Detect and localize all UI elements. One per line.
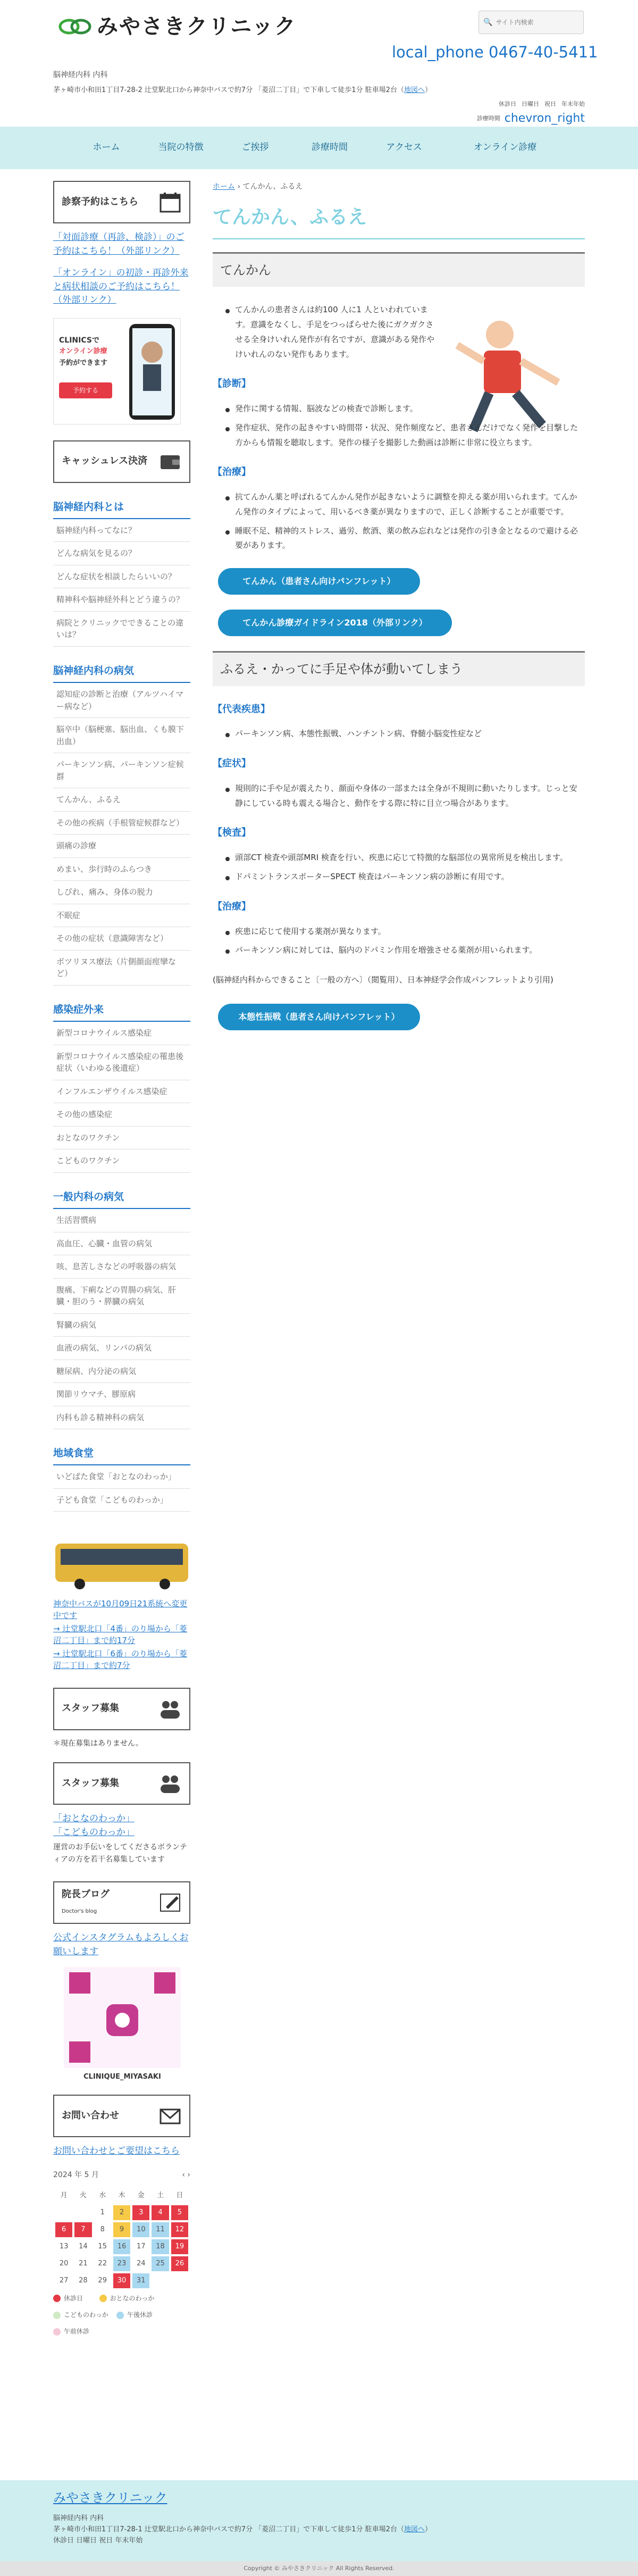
hours-row: 休診日 日曜日 祝日 年末年始 [499,101,585,107]
sidebar-section-title: 地域食堂 [53,1445,190,1465]
wakka-kids-link[interactable]: 「こどものわっか」 [53,1827,135,1838]
cashless-button[interactable]: キャッシュレス決済 [53,440,190,483]
subheading: 【治療】 [213,466,251,478]
list-item: 発作症状、発作の起きやすい時間帯・状況、発作頻度など、患者さんだけでなく発作を目撃した方からも情報を聴取します。発作の様子を撮影した動画は診断に非常に役立ちます。 [223,421,585,451]
sidebar-item[interactable]: しびれ、痛み、身体の脱力 [53,881,190,904]
sidebar-item[interactable]: 脳卒中（脳梗塞、脳出血、くも膜下出血） [53,718,190,753]
phone-illustration-icon [128,323,176,421]
sidebar-item[interactable]: 認知症の診断と治療（アルツハイマー病など） [53,683,190,718]
nav-greeting[interactable]: ご挨拶 [241,142,269,153]
sidebar-item[interactable]: どんな症状を相談したらいいの？ [53,565,190,589]
bus-link[interactable]: → 辻堂駅北口「6番」のり場から「菱沼二丁目」まで約7分 [53,1648,187,1671]
sidebar-item[interactable]: てんかん、ふるえ [53,788,190,812]
sidebar-section-infection [53,1002,190,1173]
mail-icon [158,2104,182,2128]
contact-link[interactable]: お問い合わせとご要望はこちら [53,2146,180,2157]
citation-note: (脳神経内科からできること〔一般の方へ〕（閲覧用）、日本神経学会作成パンフレットより引用) [213,975,553,985]
reserve-in-person-link[interactable]: 「対面診療（再診、検診）」のご予約はこちら！（外部リンク） [53,232,184,256]
main-content [213,181,585,1045]
sidebar-section-title: 感染症外来 [53,1002,190,1022]
sidebar-section-neurology [53,499,190,647]
sidebar-item[interactable]: どんな病気を見るの？ [53,542,190,565]
list-item: 睡眠不足、精神的ストレス、過労、飲酒、薬の飲み忘れなどは発作の引き金となるので避ける必要があります。 [223,524,585,554]
clinics-promo-banner[interactable]: CLINICSで オンライン診療 予約ができます 予約する [53,318,181,424]
staff-note: ＊現在募集はありません。 [53,1739,143,1748]
wakka-adult-link[interactable]: 「おとなのわっか」 [53,1813,135,1824]
sidebar-item[interactable]: 子ども食堂「こどものわっか」 [53,1489,190,1512]
list-item: パーキンソン病、本態性振戦、ハンチントン病、脊髄小脳変性症など [223,727,585,741]
subheading: 【治療】 [213,901,251,912]
footer-map-link[interactable]: 地図へ [404,2525,425,2534]
sidebar-item[interactable]: 新型コロナウイルス感染症 [53,1022,190,1045]
copyright: Copyright © みやさきクリニック All Rights Reserved. [0,2561,638,2576]
epilepsy-section [213,303,585,651]
search-box[interactable] [478,11,584,34]
logo[interactable] [58,10,297,44]
list-item: 頭部CT 検査や頭部MRI 検査を行い、疾患に応じて特徴的な脳部位の異常所見を検出します。 [223,851,585,865]
phone-number: 0467-40-5411 [489,43,598,61]
subheading: 【検査】 [213,827,251,839]
search-icon: 🔍 [483,18,493,27]
people-icon [158,1697,182,1721]
list-item: 発作に関する情報、脳波などの検査で診断します。 [223,402,436,416]
sidebar-item[interactable]: めまい、歩行時のふらつき [53,858,190,881]
site-footer [0,2480,638,2561]
sidebar-item[interactable]: 生活習慣病 [53,1209,190,1232]
sidebar-section-title: 脳神経内科とは [53,499,190,519]
epilepsy-pamphlet-button[interactable]: てんかん（患者さん向けパンフレット） [218,568,420,595]
staff-recruit-button[interactable]: スタッフ募集 [53,1688,190,1730]
calendar-header: 2024 年 5 月 ‹ › [53,2170,190,2179]
sidebar-item[interactable]: 新型コロナウイルス感染症の罹患後症状（いわゆる後遺症） [53,1045,190,1080]
volunteer-recruit-button[interactable]: スタッフ募集 [53,1762,190,1805]
calendar-prev-icon[interactable]: ‹ [182,2170,185,2179]
list-item: パーキンソン病に対しては、脳内のドパミン作用を増強させる薬剤が用いられます。 [223,943,585,958]
qr-code-icon [64,1967,181,2068]
list-item: 規則的に手や足が震えたり、顔面や身体の一部または全身が不規則に動いたりします。じっと安静にしている時も震える場合と、動作をする際に特に目立つ場合があります。 [223,781,585,811]
bus-link[interactable]: → 辻堂駅北口「4番」のり場から「菱沼二丁目」まで約17分 [53,1623,187,1646]
sidebar-item[interactable]: 頭痛の診療 [53,835,190,858]
sidebar-item[interactable]: 腹痛、下痢などの胃腸の病気、肝臓・胆のう・膵臓の病気 [53,1279,190,1314]
sidebar-item[interactable]: パーキンソン病、パーキンソン症候群 [53,753,190,788]
people-icon [158,1772,182,1795]
sidebar-section-title: 一般内科の病気 [53,1189,190,1209]
sidebar-item[interactable]: 腎臓の病気 [53,1314,190,1337]
logo-mark-icon [58,10,91,43]
subheading: 【代表疾患】 [213,703,270,715]
sidebar-item[interactable]: その他の症状（意識障害など） [53,927,190,951]
sidebar-item[interactable]: 高血圧、心臓・血管の病気 [53,1232,190,1256]
nav-home[interactable]: ホーム [93,142,120,153]
page-title: てんかん、ふるえ [213,202,585,239]
section-heading: ふるえ・かってに手足や体が動いてしまう [213,651,585,686]
sidebar-item[interactable]: 不眠症 [53,904,190,928]
sidebar-item[interactable]: インフルエンザウイルス感染症 [53,1080,190,1104]
sidebar-item[interactable]: 精神科や脳神経外科とどう違うの？ [53,588,190,612]
sidebar-item[interactable]: 脳神経内科ってなに？ [53,519,190,543]
wallet-icon [158,450,182,473]
sidebar-item[interactable]: ボツリヌス療法（片側顔面痙攣など） [53,951,190,986]
nav-hours[interactable]: 診療時間 [312,142,348,153]
hours-link[interactable]: 診療時間 chevron_right [477,109,585,128]
nav-online[interactable]: オンライン診療 [473,142,537,153]
list-item: 疾患に応じて使用する薬剤が異なります。 [223,924,585,939]
site-header [0,0,638,127]
sidebar-section-internal [53,1189,190,1429]
sidebar-item[interactable]: 関節リウマチ、膠原病 [53,1383,190,1406]
nav-access[interactable]: アクセス [386,142,422,153]
breadcrumb-home[interactable]: ホーム [213,182,235,191]
map-link[interactable]: 地図へ [404,86,425,94]
epilepsy-guideline-button[interactable]: てんかん診療ガイドライン2018（外部リンク） [218,610,452,636]
calendar-icon [158,190,182,214]
footer-title[interactable]: みやさきクリニック [53,2490,167,2505]
sidebar-item[interactable]: 病院とクリニックでできることの違いは？ [53,612,190,647]
footer-hours: 休診日 日曜日 祝日 年末年始 [53,2536,143,2545]
sidebar-item[interactable]: 糖尿病、内分泌の病気 [53,1360,190,1383]
subheading: 【症状】 [213,758,251,770]
sidebar [53,181,190,2340]
calendar-legend: 休診日 おとなのわっか こどものわっか 午後休診 午前休診 [53,2290,190,2340]
list-item: てんかんの患者さんは約100 人に1 人といわれています。意識をなくし、手足をつっぱらせた後にガクガクさせる全身けいれん発作が有名ですが、意識がある発作やけいれんのない発作もあります。 [223,303,436,362]
phone[interactable] [392,40,598,64]
sidebar-item[interactable]: おとなのワクチン [53,1127,190,1150]
footer-address: 茅ヶ崎市小和田1丁目7-28-1 辻堂駅北口から神奈中バスで約7分 「菱沼二丁目」で下車して徒歩1分 駐車場2台（地図へ） [53,2525,432,2534]
sidebar-section-title: 脳神経内科の病気 [53,663,190,683]
chevron-right-icon: chevron_right [504,112,585,125]
subheading: 【診断】 [213,378,251,390]
calendar-next-icon[interactable]: › [187,2170,190,2179]
bus-link[interactable]: 神奈中バスが10月09日21系統へ変更中です [53,1598,188,1621]
calendar: 月 火 水 木 金 土 日 1 2 3 4 5 6 7 8 9 10 11 12 13 14 15 16 17 18 19 20 21 22 23 24 25 26 27 28 29 30 31 [53,2186,190,2290]
contact-button[interactable]: お問い合わせ [53,2095,190,2137]
sidebar-item[interactable]: 内科も診る精神科の病気 [53,1406,190,1430]
reserve-button[interactable]: 診察予約はこちら [53,181,190,223]
volunteer-note: 運営のお手伝いをしてくださるボランティアの方を若干名募集しています [53,1843,187,1864]
tremor-pamphlet-button[interactable]: 本態性振戦（患者さん向けパンフレット） [218,1004,420,1030]
sidebar-item[interactable]: 血液の病気、リンパの病気 [53,1337,190,1360]
sidebar-item[interactable]: 咳、息苦しさなどの呼吸器の病気 [53,1255,190,1279]
phone-icon: local_phone [392,43,484,61]
instagram-link[interactable]: 公式インスタグラムもよろしくお願いします [53,1932,189,1957]
pencil-icon [158,1891,182,1914]
promo-reserve-button[interactable]: 予約する [59,382,112,398]
nav-features[interactable]: 当院の特徴 [158,142,204,153]
list-item: ドパミントランスポーターSPECT 検査はパーキンソン病の診断に有用です。 [223,870,585,885]
list-item: 抗てんかん薬と呼ばれるてんかん発作が起きないように調整を抑える薬が用いられます。てんかん発作のタイプによって、用いるべき薬が異なりますので、正しく診断することが重要です。 [223,490,585,520]
reserve-online-link[interactable]: 「オンライン」の初診・再診外来と病状相談のご予約はこちら！（外部リンク） [53,268,189,305]
sidebar-item[interactable]: その他の感染症 [53,1103,190,1127]
blog-button[interactable]: 院長ブログ Doctor's blog [53,1881,190,1924]
search-input[interactable] [496,19,575,26]
header-address: 茅ヶ崎市小和田1丁目7-28-2 辻堂駅北口から神奈中バスで約7分 「菱沼二丁目」で下車して徒歩1分 駐車場2台（地図へ） [53,86,432,94]
sidebar-section-community [53,1445,190,1512]
sidebar-item[interactable]: いどばた食堂「おとなのわっか」 [53,1465,190,1489]
instagram-qr[interactable]: CLINIQUE_MIYASAKI [64,1967,181,2084]
sidebar-item[interactable]: こどものワクチン [53,1149,190,1173]
sidebar-section-diseases [53,663,190,986]
breadcrumb: ホーム › てんかん、ふるえ [213,182,303,191]
header-subtitle: 脳神経内科 内科 [53,71,108,79]
global-nav [0,127,638,169]
logo-text: みやさきクリニック [97,14,297,39]
footer-subtitle: 脳神経内科 内科 [53,2514,104,2523]
sidebar-item[interactable]: その他の疾病（手根管症候群など） [53,812,190,835]
bus-image [53,1538,190,1591]
section-heading: てんかん [213,252,585,287]
